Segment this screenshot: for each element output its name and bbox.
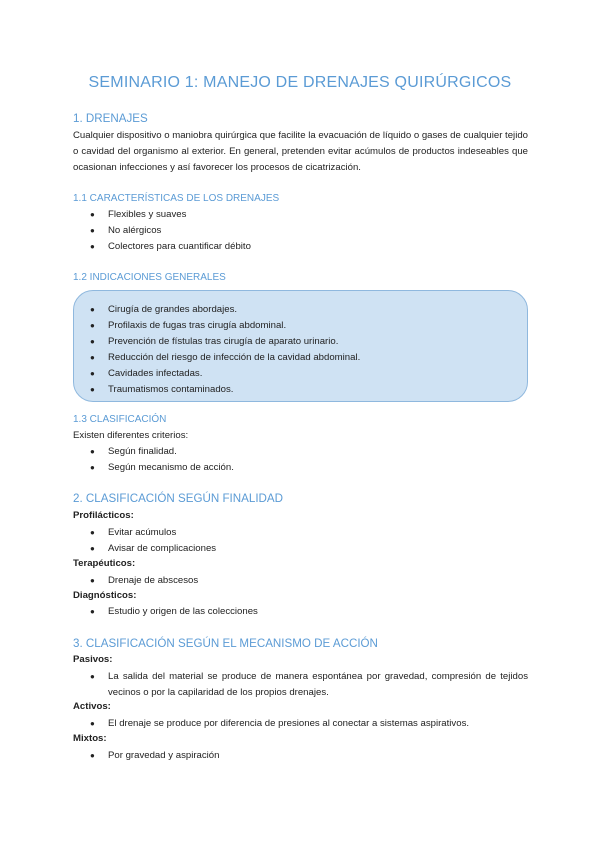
bullet-icon: ● <box>90 242 95 251</box>
pasivos-label: Pasivos: <box>73 654 113 665</box>
bullet-icon: ● <box>90 719 95 728</box>
list-item: ● Cirugía de grandes abordajes. <box>73 302 528 318</box>
list-item: ● Colectores para cuantificar débito <box>73 239 528 255</box>
bullet-icon: ● <box>90 576 95 585</box>
clasificacion-intro: Existen diferentes criterios: <box>73 430 189 441</box>
clasificacion-list <box>73 444 528 476</box>
list-item: ● Prevención de fístulas tras cirugía de aparato urinario. <box>73 334 528 350</box>
list-item: ● Cavidades infectadas. <box>73 366 528 382</box>
bullet-icon: ● <box>90 672 95 681</box>
bullet-icon: ● <box>90 226 95 235</box>
section-heading-finalidad: 2. CLASIFICACIÓN SEGÚN FINALIDAD <box>73 492 284 505</box>
bullet-icon: ● <box>90 463 95 472</box>
activos-list <box>73 716 528 732</box>
caracteristicas-list <box>73 207 528 255</box>
bullet-icon: ● <box>90 369 95 378</box>
bullet-icon: ● <box>90 305 95 314</box>
terapeuticos-list <box>73 573 528 589</box>
drenajes-definition: Cualquier dispositivo o maniobra quirúrgica que facilite la evacuación de líquido o gases de cualquier tejido o cavidad del organismo al exterior. En general, pretenden evitar acúmulos de productos indeseables que ocasionan infecciones y así favorecer los procesos de cicatrización. <box>73 130 528 174</box>
section-heading-mecanismo: 3. CLASIFICACIÓN SEGÚN EL MECANISMO DE ACCIÓN <box>73 637 378 650</box>
section-heading-caracteristicas: 1.1 CARACTERÍSTICAS DE LOS DRENAJES <box>73 193 280 204</box>
section-heading-clasificacion: 1.3 CLASIFICACIÓN <box>73 414 167 425</box>
profilacticos-label: Profilácticos: <box>73 510 134 521</box>
list-item: ● Por gravedad y aspiración <box>73 748 528 764</box>
list-item: ● Evitar acúmulos <box>73 525 528 541</box>
activos-label: Activos: <box>73 701 111 712</box>
bullet-icon: ● <box>90 385 95 394</box>
bullet-icon: ● <box>90 447 95 456</box>
bullet-icon: ● <box>90 353 95 362</box>
terapeuticos-label: Terapéuticos: <box>73 558 136 569</box>
section-heading-drenajes: 1. DRENAJES <box>73 112 148 125</box>
bullet-icon: ● <box>90 751 95 760</box>
indicaciones-list <box>73 302 528 398</box>
mixtos-list <box>73 748 528 764</box>
diagnosticos-label: Diagnósticos: <box>73 590 137 601</box>
list-item: ● La salida del material se produce de manera espontánea por gravedad, compresión de tejidos vecinos o por la capilaridad de los propios drenajes. <box>90 671 528 698</box>
bullet-icon: ● <box>90 337 95 346</box>
pasivos-list <box>73 669 528 701</box>
list-item: ● Flexibles y suaves <box>73 207 528 223</box>
list-item: ● Estudio y origen de las colecciones <box>73 604 528 620</box>
list-item: ● Drenaje de abscesos <box>73 573 528 589</box>
mixtos-label: Mixtos: <box>73 733 107 744</box>
list-item: ● Reducción del riesgo de infección de la cavidad abdominal. <box>73 350 528 366</box>
list-item: ● Según finalidad. <box>73 444 528 460</box>
list-item: ● Avisar de complicaciones <box>73 541 528 557</box>
list-item: ● Según mecanismo de acción. <box>73 460 528 476</box>
bullet-icon: ● <box>90 210 95 219</box>
bullet-icon: ● <box>90 321 95 330</box>
list-item: ● Traumatismos contaminados. <box>73 382 528 398</box>
diagnosticos-list <box>73 604 528 620</box>
list-item: ● El drenaje se produce por diferencia de presiones al conectar a sistemas aspirativos. <box>73 716 528 732</box>
bullet-icon: ● <box>90 607 95 616</box>
bullet-icon: ● <box>90 544 95 553</box>
list-item: ● No alérgicos <box>73 223 528 239</box>
profilacticos-list <box>73 525 528 557</box>
section-heading-indicaciones: 1.2 INDICACIONES GENERALES <box>73 272 226 283</box>
bullet-icon: ● <box>90 528 95 537</box>
document-title: SEMINARIO 1: MANEJO DE DRENAJES QUIRÚRGICOS <box>88 74 512 91</box>
list-item: ● Profilaxis de fugas tras cirugía abdominal. <box>73 318 528 334</box>
